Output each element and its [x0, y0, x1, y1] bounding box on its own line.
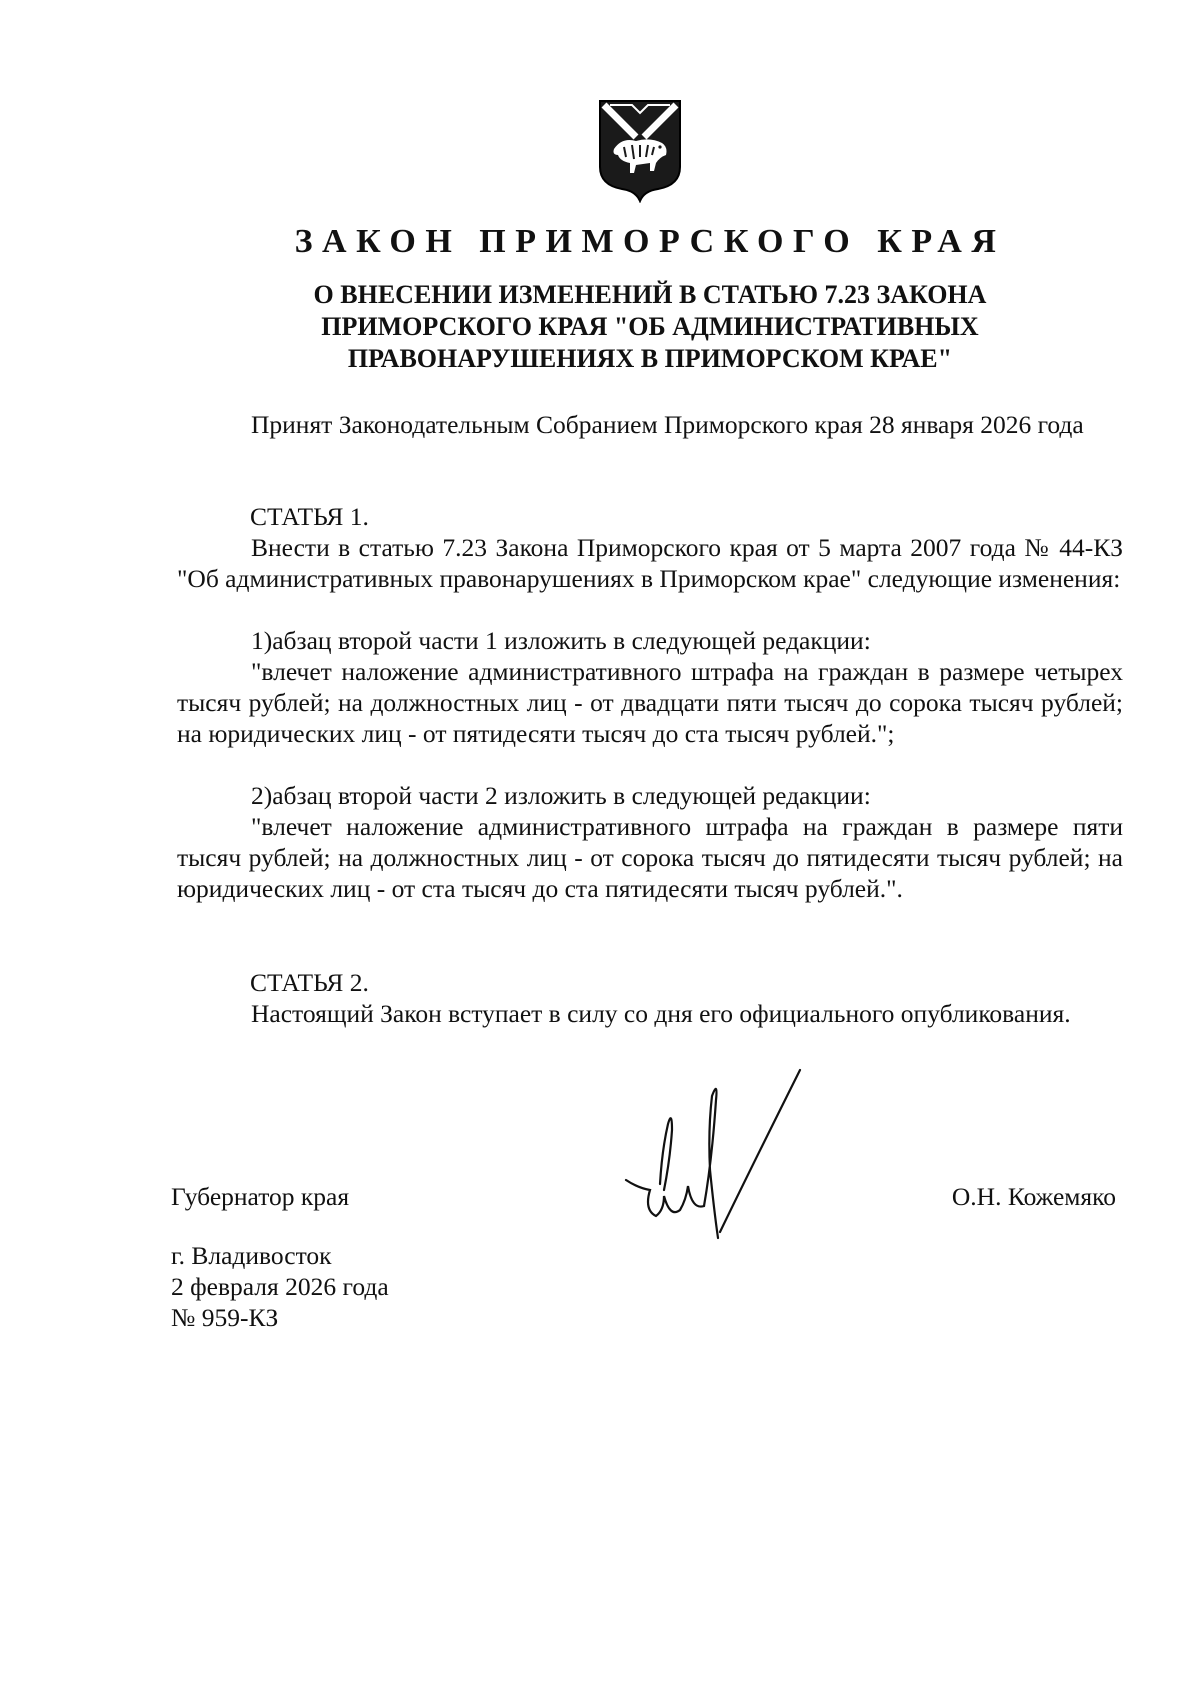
article-2-heading: СТАТЬЯ 2. [250, 968, 369, 997]
article-1-item-1: 1)абзац второй части 1 изложить в следующей редакции: [251, 626, 871, 655]
document-footer [171, 1240, 389, 1333]
article-1-quote-2: "влечет наложение административного штрафа на граждан в размере пяти тысяч рублей; на должностных лиц - от сорока тысяч до пятидесяти тысяч рублей; на юридических лиц - от ста тысяч до ста пятидесяти тысяч рублей.". [177, 812, 1123, 903]
signatory-name: О.Н. Кожемяко [951, 1182, 1116, 1211]
place-of-signing: г. Владивосток [171, 1241, 332, 1270]
signing-date: 2 февраля 2026 года [171, 1272, 389, 1301]
law-subtitle [180, 279, 1120, 375]
law-title: ЗАКОН ПРИМОРСКОГО КРАЯ [294, 223, 1006, 260]
law-subtitle-line: О ВНЕСЕНИИ ИЗМЕНЕНИЙ В СТАТЬЮ 7.23 ЗАКОНА [313, 280, 987, 309]
handwritten-signature-icon [620, 1060, 820, 1250]
article-2-text: Настоящий Закон вступает в силу со дня его официального опубликования. [251, 999, 1071, 1028]
article-1-item-2: 2)абзац второй части 2 изложить в следующей редакции: [251, 781, 871, 810]
article-1-heading: СТАТЬЯ 1. [250, 502, 369, 531]
coat-of-arms-icon [596, 97, 684, 203]
law-number: № 959-КЗ [171, 1303, 279, 1332]
article-1-intro: Внести в статью 7.23 Закона Приморского края от 5 марта 2007 года № 44-КЗ "Об административных правонарушениях в Приморском крае" следующие изменения: [177, 533, 1123, 593]
article-1-quote-1: "влечет наложение административного штрафа на граждан в размере четырех тысяч рублей; на должностных лиц - от двадцати пяти тысяч до сорока тысяч рублей; на юридических лиц - от пятидесяти тысяч до ста тысяч рублей."; [177, 657, 1123, 748]
law-subtitle-line: ПРАВОНАРУШЕНИЯХ В ПРИМОРСКОМ КРАЕ" [347, 344, 953, 373]
law-subtitle-line: ПРИМОРСКОГО КРАЯ "ОБ АДМИНИСТРАТИВНЫХ [321, 312, 979, 341]
signatory-role: Губернатор края [171, 1182, 350, 1211]
adoption-statement: Принят Законодательным Собранием Приморского края 28 января 2026 года [251, 410, 1084, 439]
